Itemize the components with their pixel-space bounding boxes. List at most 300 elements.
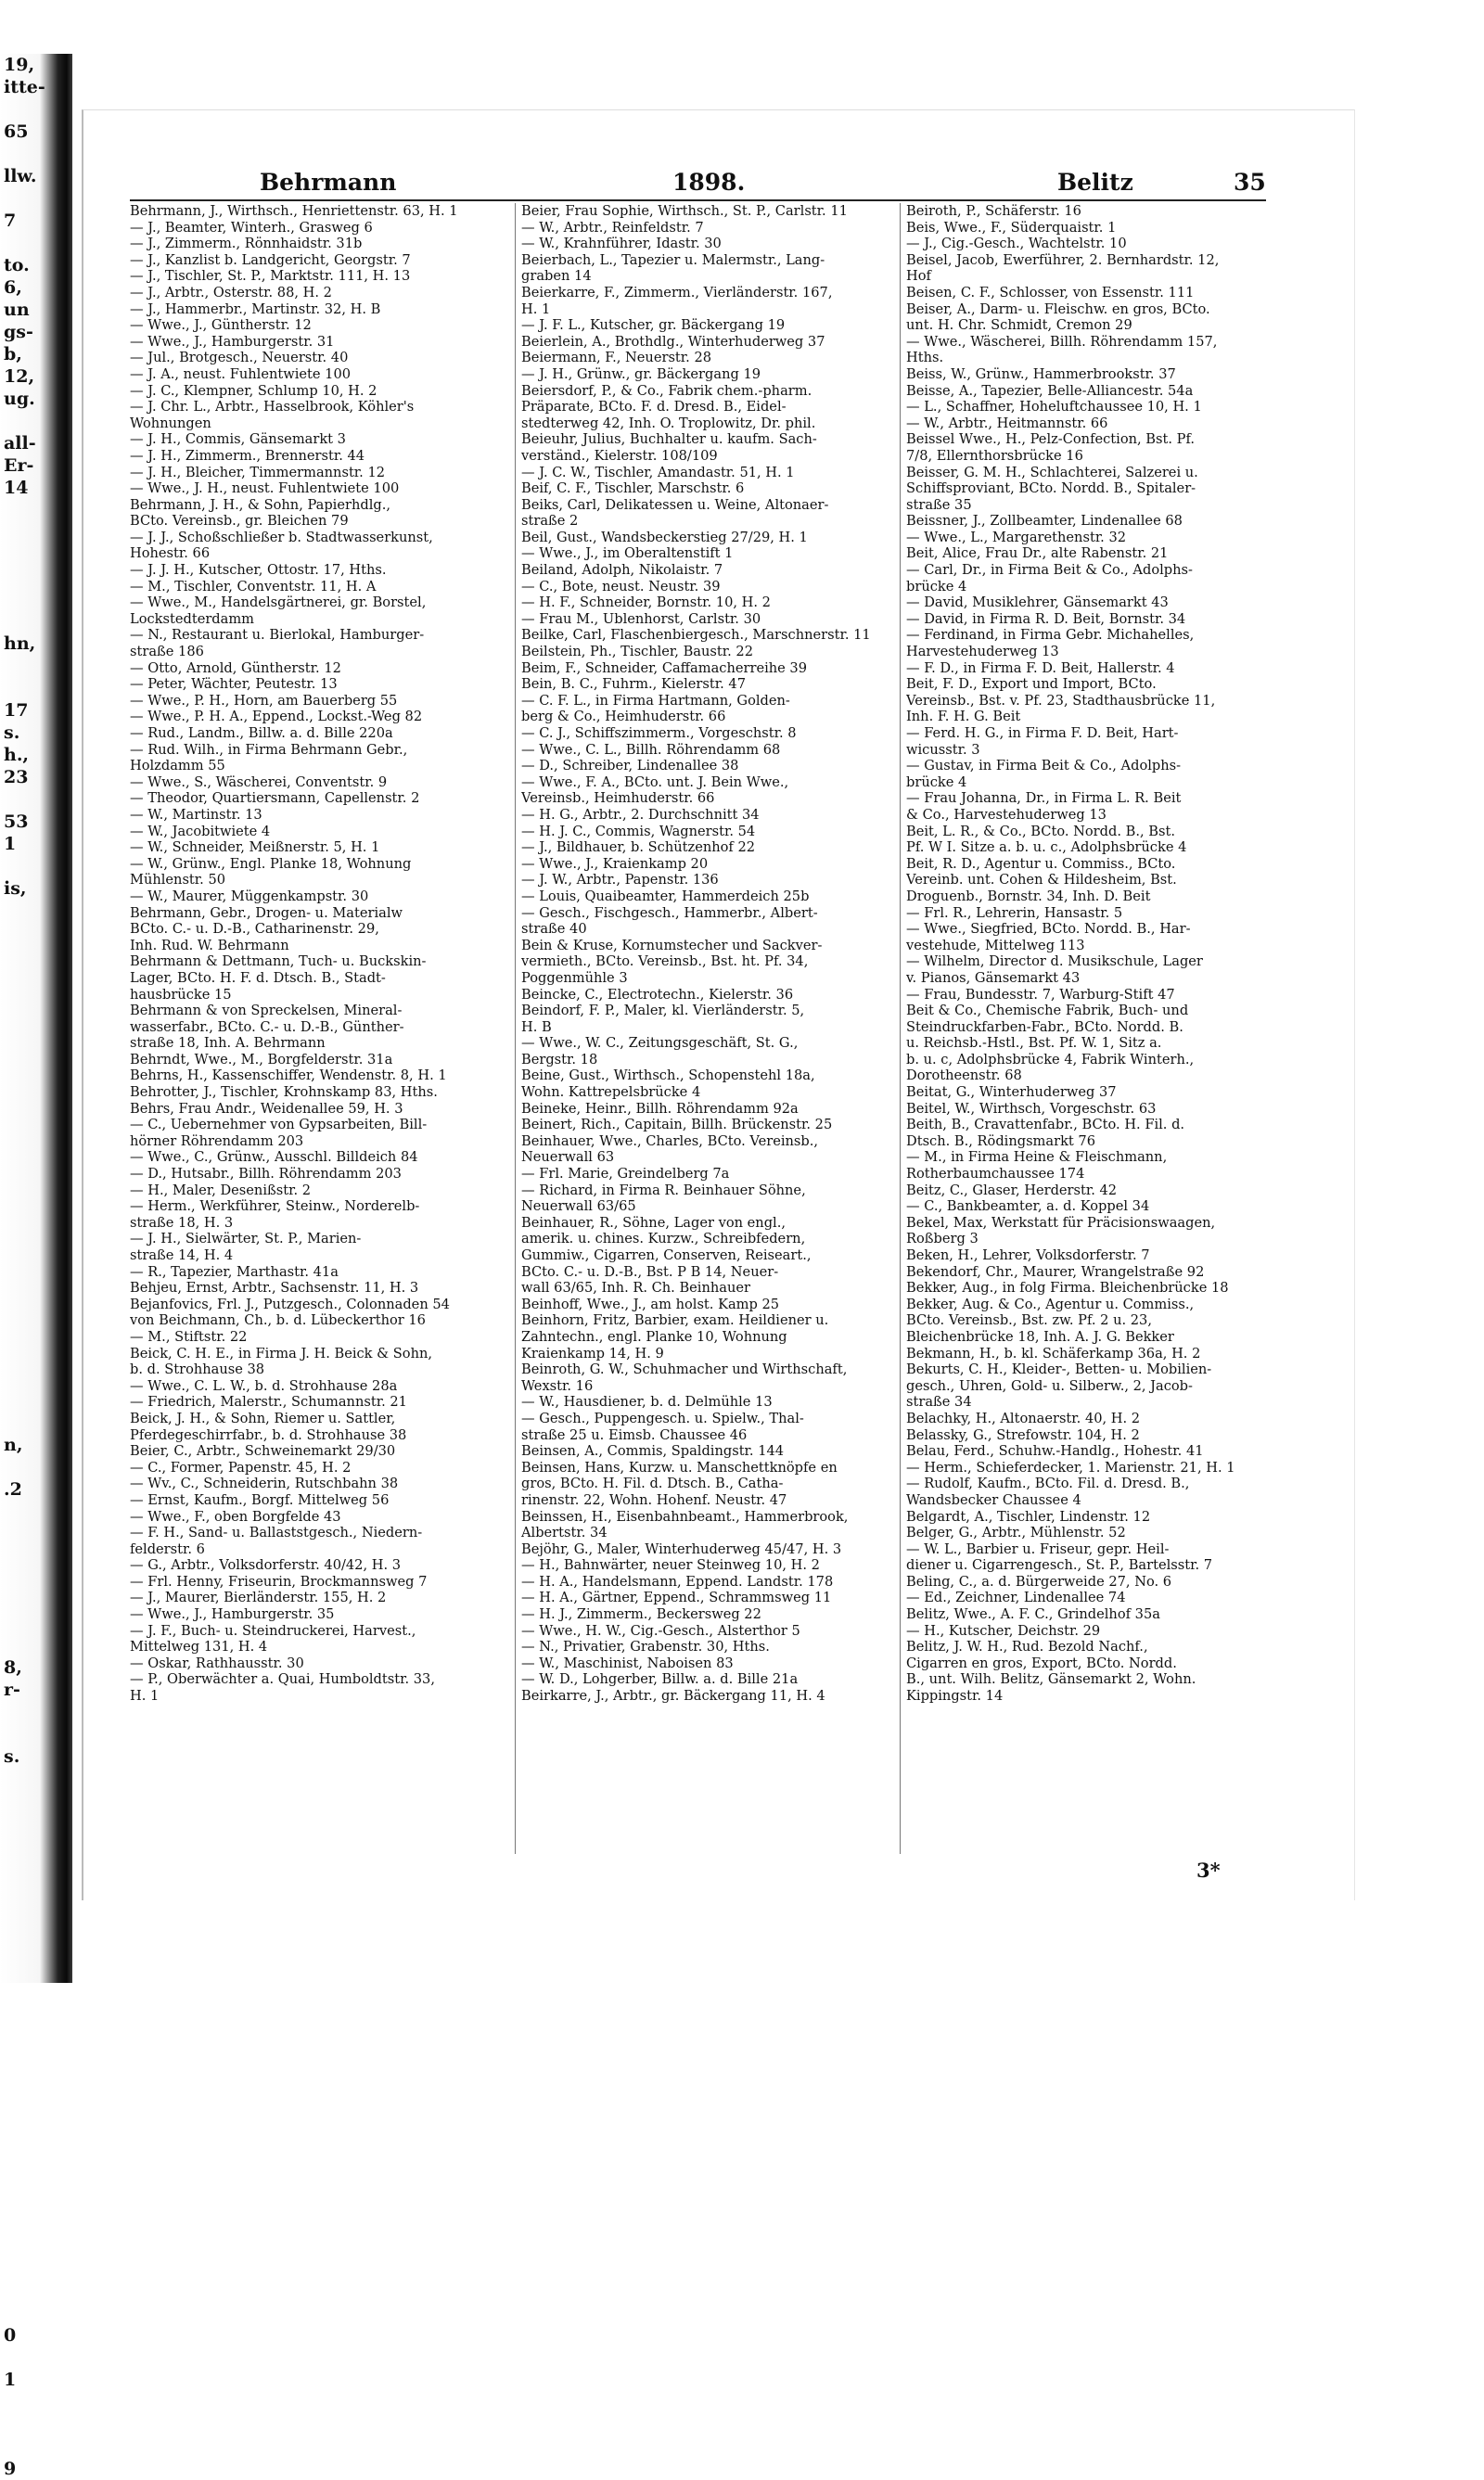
directory-entry-line: — J. H., Zimmerm., Brennerstr. 44 [130,447,365,464]
directory-entry-line: — W., Schneider, Meißnerstr. 5, H. 1 [130,839,380,856]
directory-entry-line: Behrotter, J., Tischler, Krohnskamp 83, Hths. [130,1084,438,1101]
spine-fragment [4,900,46,922]
directory-entry-line: — Rud., Landm., Billw. a. d. Bille 220a [130,725,393,741]
directory-entry-line: — Wwe., J., Hamburgerstr. 31 [130,333,335,350]
directory-entry-line: Beinsen, Hans, Kurzw. u. Manschettknöpfe en [521,1459,838,1476]
directory-entry-line: Beierlein, A., Brothdlg., Winterhuderweg 37 [521,333,825,350]
directory-entry-line: Beil, Gust., Wandsbeckerstieg 27/29, H. 1 [521,529,808,545]
directory-entry-line: Neuerwall 63/65 [521,1198,636,1215]
directory-entry-line: Pferdegeschirrfabr., b. d. Strohhause 38 [130,1426,407,1443]
directory-entry-line: Beissner, J., Zollbeamter, Lindenallee 68 [906,513,1183,530]
directory-entry-line: — Wwe., C. L. W., b. d. Strohhause 28a [130,1377,398,1394]
directory-entry-line: — W., Krahnführer, Idastr. 30 [521,236,722,252]
spine-fragment: 1 [4,834,17,854]
directory-entry-line: — J. H., Commis, Gänsemarkt 3 [130,431,346,448]
directory-entry-line: Beit, L. R., & Co., BCto. Nordd. B., Bst. [906,823,1175,839]
directory-entry-line: Belau, Ferd., Schuhw.-Handlg., Hohestr. 41 [906,1443,1204,1460]
directory-entry-line: Beit, F. D., Export und Import, BCto. [906,676,1157,693]
directory-entry-line: Beisser, G. M. H., Schlachterei, Salzerei u. [906,464,1198,480]
directory-entry-line: Beine, Gust., Wirthsch., Schopenstehl 18a, [521,1067,815,1084]
directory-entry-line: — Otto, Arnold, Güntherstr. 12 [130,659,341,676]
header-left-catchword: Behrmann [260,169,397,196]
spine-fragment: 6, [4,277,22,298]
directory-entry-line: Präparate, BCto. F. d. Dresd. B., Eidel- [521,399,787,415]
directory-entry-line: Beiser, A., Darm- u. Fleischw. en gros, BCto. [906,300,1210,317]
directory-entry-line: Beis, Wwe., F., Süderquaistr. 1 [906,219,1117,236]
directory-entry-line: Behrmann & von Spreckelsen, Mineral- [130,1003,403,1019]
directory-entry-line: — H., Maler, Desenißstr. 2 [130,1182,312,1198]
directory-entry-line: — D., Schreiber, Lindenallee 38 [521,758,739,774]
directory-entry-line: Neuerwall 63 [521,1149,615,1166]
directory-entry-line: Bergstr. 18 [521,1051,598,1067]
spine-fragment [4,232,46,254]
directory-entry-line: vestehude, Mittelweg 113 [906,937,1085,953]
spine-fragment: 65 [4,121,29,142]
directory-entry-line: B., unt. Wilh. Belitz, Gänsemarkt 2, Wohn. [906,1671,1196,1688]
directory-entry-line: Lager, BCto. H. F. d. Dtsch. B., Stadt- [130,969,386,986]
directory-entry-line: — J., Cig.-Gesch., Wachtelstr. 10 [906,236,1127,252]
directory-entry-line: — Wwe., F. A., BCto. unt. J. Bein Wwe., [521,773,789,790]
directory-column-1 [130,203,501,1854]
spine-fragment [4,1456,46,1478]
directory-entry-line: — Wwe., C., Grünw., Ausschl. Billdeich 84 [130,1149,418,1166]
directory-entry-line: Behrs, Frau Andr., Weidenallee 59, H. 3 [130,1100,403,1117]
directory-entry-line: — H., Bahnwärter, neuer Steinweg 10, H. 2 [521,1557,820,1574]
directory-entry-line: BCto. Vereinsb., gr. Bleichen 79 [130,513,349,530]
directory-entry-line: — J. A., neust. Fuhlentwiete 100 [130,365,352,382]
spine-fragment [4,1723,46,1745]
spine-fragment: 1 [4,2370,17,2390]
spine-fragment [4,2435,46,2458]
directory-entry-line: — M., Tischler, Conventstr. 11, H. A [130,578,377,594]
directory-entry-line: — W., Arbtr., Reinfeldstr. 7 [521,219,704,236]
directory-entry-line: hausbrücke 15 [130,986,232,1003]
directory-entry-line: — Richard, in Firma R. Beinhauer Söhne, [521,1182,806,1198]
directory-entry-line: — Herm., Schieferdecker, 1. Marienstr. 21, H. 1 [906,1459,1235,1476]
directory-entry-line: — Frl. Henny, Friseurin, Brockmannsweg 7 [130,1573,428,1590]
spine-fragment [4,143,46,165]
directory-entry-line: — Jul., Brotgesch., Neuerstr. 40 [130,350,349,366]
directory-entry-line: — Herm., Werkführer, Steinw., Norderelb- [130,1198,420,1215]
spine-fragment [4,566,46,588]
directory-entry-line: — J., Tischler, St. P., Marktstr. 111, H. 13 [130,268,411,285]
spine-fragment [4,610,46,633]
directory-entry-line: Beiland, Adolph, Nikolaistr. 7 [521,562,723,579]
directory-entry-line: — Oskar, Rathhausstr. 30 [130,1655,304,1671]
directory-entry-line: Beincke, C., Electrotechn., Kielerstr. 36 [521,986,794,1003]
directory-entry-line: — Wwe., P. H., Horn, am Bauerberg 55 [130,692,398,709]
spine-fragment [4,1144,46,1167]
directory-entry-line: Bekker, Aug., in folg Firma. Bleichenbrücke 18 [906,1280,1229,1297]
directory-entry-line: Beit, R. D., Agentur u. Commiss., BCto. [906,855,1176,872]
directory-entry-line: gros, BCto. H. Fil. d. Dtsch. B., Catha- [521,1476,784,1492]
spine-fragment [4,1812,46,1834]
spine-fragment [4,1545,46,1567]
spine-fragment [4,1122,46,1144]
spine-fragment [4,1367,46,1389]
directory-entry-line: — David, in Firma R. D. Beit, Bornstr. 34 [906,610,1186,627]
directory-entry-line: — H. A., Handelsmann, Eppend. Landstr. 178 [521,1573,834,1590]
directory-entry-line: Bein & Kruse, Kornumstecher und Sackver- [521,937,823,953]
directory-entry-line: Steindruckfarben-Fabr., BCto. Nordd. B. [906,1018,1183,1035]
directory-entry-line: — Wilhelm, Director d. Musikschule, Lager [906,953,1203,970]
directory-entry-line: Belassky, G., Strefowstr. 104, H. 2 [906,1426,1140,1443]
spine-fragment: un [4,300,30,320]
spine-fragment [4,2346,46,2369]
directory-entry-line: verständ., Kielerstr. 108/109 [521,447,718,464]
spine-fragment [4,1323,46,1345]
spine-fragment: 23 [4,767,29,787]
directory-entry-line: — J. H., Bleicher, Timmermannstr. 12 [130,464,386,480]
spine-fragment [4,2213,46,2235]
directory-entry-line: Belitz, J. W. H., Rud. Bezold Nachf., [906,1639,1148,1655]
directory-entry-line: b. u. c, Adolphsbrücke 4, Fabrik Winterh., [906,1051,1195,1067]
directory-entry-line: — F. H., Sand- u. Ballaststgesch., Niedern- [130,1525,423,1541]
spine-fragment [4,1167,46,1189]
directory-entry-line: felderstr. 6 [130,1540,205,1557]
spine-fragment [4,1055,46,1078]
spine-fragment: all- [4,433,36,454]
directory-entry-line: Inh. F. H. G. Beit [906,709,1021,725]
spine-fragment [4,2013,46,2035]
spine-fragment [4,1078,46,1100]
directory-entry-line: — Frl. R., Lehrerin, Hansastr. 5 [906,904,1123,921]
directory-entry-line: — Wwe., J., Güntherstr. 12 [130,317,312,334]
directory-entry-line: straße 18, Inh. A. Behrmann [130,1035,326,1052]
directory-entry-line: — P., Oberwächter a. Quai, Humboldtstr. 33, [130,1671,435,1688]
directory-entry-line: — J., Kanzlist b. Landgericht, Georgstr. 7 [130,251,411,268]
directory-entry-line: Rotherbaumchaussee 174 [906,1166,1085,1182]
directory-entry-line: Beisel, Jacob, Ewerführer, 2. Bernhardstr. 12, [906,251,1220,268]
spine-fragment [4,1590,46,1612]
directory-entry-line: Belitz, Wwe., A. F. C., Grindelhof 35a [906,1606,1160,1623]
directory-entry-line: — Peter, Wächter, Peutestr. 13 [130,676,338,693]
spine-fragment [4,2035,46,2057]
directory-entry-line: straße 40 [521,921,587,938]
directory-entry-line: Wohnungen [130,415,211,431]
directory-entry-line: Beken, H., Lehrer, Volksdorferstr. 7 [906,1247,1150,1263]
directory-entry-line: — J. J., Schoßschließer b. Stadtwasserkunst, [130,529,433,545]
spine-fragment [4,1790,46,1812]
directory-entry-line: — J., Bildhauer, b. Schützenhof 22 [521,839,756,856]
directory-entry-line: Beick, J. H., & Sohn, Riemer u. Sattler, [130,1410,396,1426]
directory-entry-line: BCto. Vereinsb., Bst. zw. Pf. 2 u. 23, [906,1312,1152,1329]
directory-entry-line: Beisse, A., Tapezier, Belle-Alliancestr. 54a [906,382,1194,399]
directory-entry-line: Beling, C., a. d. Bürgerweide 27, No. 6 [906,1573,1172,1590]
directory-entry-line: — Ferd. H. G., in Firma F. D. Beit, Hart- [906,725,1179,741]
directory-entry-line: — Wwe., W. C., Zeitungsgeschäft, St. G., [521,1035,799,1052]
directory-entry-line: — C., Bote, neust. Neustr. 39 [521,578,721,594]
spine-fragment [4,2124,46,2146]
directory-entry-line: Beit & Co., Chemische Fabrik, Buch- und [906,1003,1189,1019]
spine-fragment [4,2391,46,2413]
spine-fragment [4,788,46,811]
spine-fragment: .2 [4,1479,22,1500]
directory-entry-line: — Rud. Wilh., in Firma Behrmann Gebr., [130,741,408,758]
directory-entry-line: — H. A., Gärtner, Eppend., Schrammsweg 11 [521,1590,832,1606]
directory-entry-line: graben 14 [521,268,592,285]
directory-entry-line: straße 35 [906,496,972,513]
spine-fragment: r- [4,1680,20,1700]
directory-entry-line: Hohestr. 66 [130,545,211,562]
directory-entry-line: Bekmann, H., b. kl. Schäferkamp 36a, H. 2 [906,1345,1201,1361]
directory-entry-line: — Wwe., H. W., Cig.-Gesch., Alsterthor 5 [521,1622,800,1639]
directory-entry-line: amerik. u. chines. Kurzw., Schreibfedern, [521,1231,806,1247]
spine-fragment [4,1011,46,1033]
directory-entry-line: Beick, C. H. E., in Firma J. H. Beick & Sohn, [130,1345,433,1361]
directory-entry-line: Beinert, Rich., Capitain, Billh. Brückenstr. 25 [521,1117,833,1133]
spine-fragment: 7 [4,211,17,231]
directory-entry-line: — W., Martinstr. 13 [130,806,262,823]
directory-entry-line: Beissel Wwe., H., Pelz-Confection, Bst. Pf. [906,431,1195,448]
directory-entry-line: Zahntechn., engl. Planke 10, Wohnung [521,1328,787,1345]
spine-fragment: hn, [4,633,36,654]
directory-entry-line: — Wwe., S., Wäscherei, Conventstr. 9 [130,773,388,790]
spine-fragment [4,1234,46,1256]
spine-fragment [4,2146,46,2168]
directory-entry-line: H. 1 [521,300,551,317]
spine-fragment: 9 [4,2459,17,2479]
spine-fragment: 19, [4,55,35,75]
directory-entry-line: — Frau, Bundesstr. 7, Warburg-Stift 47 [906,986,1175,1003]
directory-entry-line: Droguenb., Bornstr. 34, Inh. D. Beit [906,888,1151,904]
directory-entry-line: Bein, B. C., Fuhrm., Kielerstr. 47 [521,676,746,693]
directory-entry-line: Vereinb. unt. Cohen & Hildesheim, Bst. [906,872,1177,888]
header-right-catchword: Belitz [1057,169,1133,196]
directory-entry-line: Behrmann, J. H., & Sohn, Papierhdlg., [130,496,390,513]
directory-entry-line: — C. J., Schiffszimmerm., Vorgeschstr. 8 [521,725,797,741]
directory-entry-line: Beiermann, F., Neuerstr. 28 [521,350,712,366]
directory-entry-line: Behrmann, J., Wirthsch., Henriettenstr. 63, H. 1 [130,203,458,219]
directory-columns [130,199,1266,1871]
directory-entry-line: — Wwe., J., im Oberaltenstift 1 [521,545,734,562]
directory-entry-line: — F. D., in Firma F. D. Beit, Hallerstr. 4 [906,659,1175,676]
spine-fragment [4,2302,46,2324]
directory-entry-line: Behrndt, Wwe., M., Borgfelderstr. 31a [130,1051,393,1067]
directory-entry-line: — J. C. W., Tischler, Amandastr. 51, H. 1 [521,464,795,480]
spine-fragment: 14 [4,478,29,498]
directory-entry-line: H. B [521,1018,552,1035]
directory-entry-line: — H. J., Zimmerm., Beckersweg 22 [521,1606,761,1623]
spine-fragment: llw. [4,166,37,186]
directory-entry-line: Kraienkamp 14, H. 9 [521,1345,664,1361]
directory-entry-line: BCto. C.- u. D.-B., Catharinenstr. 29, [130,921,379,938]
directory-entry-line: diener u. Cigarrengesch., St. P., Bartelsstr. 7 [906,1557,1213,1574]
spine-fragment [4,2235,46,2257]
directory-entry-line: Vereinsb., Heimhuderstr. 66 [521,790,715,807]
spine-fragment [4,855,46,877]
directory-entry-line: Belachky, H., Altonaerstr. 40, H. 2 [906,1410,1141,1426]
directory-entry-line: Beitat, G., Winterhuderweg 37 [906,1084,1117,1101]
directory-entry-line: — Ernst, Kaufm., Borgf. Mittelweg 56 [130,1491,390,1508]
directory-entry-line: wicusstr. 3 [906,741,980,758]
directory-entry-line: wasserfabr., BCto. C.- u. D.-B., Günther- [130,1018,404,1035]
directory-entry-line: Beilstein, Ph., Tischler, Baustr. 22 [521,644,753,660]
spine-fragment [4,2102,46,2124]
spine-fragment [4,1946,46,1968]
directory-entry-line: Beinssen, H., Eisenbahnbeamt., Hammerbrook, [521,1508,849,1525]
directory-entry-line: Albertstr. 34 [521,1525,608,1541]
directory-entry-line: — W. L., Barbier u. Friseur, gepr. Heil- [906,1540,1170,1557]
directory-entry-line: — Wwe., J., Kraienkamp 20 [521,855,709,872]
directory-entry-line: — H. F., Schneider, Bornstr. 10, H. 2 [521,594,771,611]
directory-entry-line: hörner Röhrendamm 203 [130,1132,304,1149]
spine-fragment [4,1033,46,1055]
directory-entry-line: v. Pianos, Gänsemarkt 43 [906,969,1081,986]
directory-entry-line: Wandsbecker Chaussee 4 [906,1491,1081,1508]
spine-fragment: 53 [4,812,29,832]
directory-entry-line: — Gesch., Fischgesch., Hammerbr., Albert- [521,904,818,921]
spine-fragment [4,2191,46,2213]
spine-fragment: Er- [4,455,34,476]
directory-entry-line: Wexstr. 16 [521,1377,594,1394]
directory-entry-line: — D., Hutsabr., Billh. Röhrendamm 203 [130,1166,402,1182]
spine-fragment [4,922,46,944]
directory-entry-line: Beit, Alice, Frau Dr., alte Rabenstr. 21 [906,545,1169,562]
spine-fragment [4,966,46,989]
spine-fragment: to. [4,255,30,275]
directory-entry-line: — J. F., Buch- u. Steindruckerei, Harvest., [130,1622,416,1639]
directory-column-3 [900,203,1272,1854]
spine-fragment: ug. [4,389,35,409]
directory-entry-line: — W., Grünw., Engl. Planke 18, Wohnung [130,855,412,872]
directory-entry-line: — Frau Johanna, Dr., in Firma L. R. Beit [906,790,1182,807]
page-header [130,163,1266,200]
directory-entry-line: Schiffsproviant, BCto. Nordd. B., Spitaler- [906,480,1196,497]
spine-fragment [4,2079,46,2102]
directory-entry-line: Bekendorf, Chr., Maurer, Wrangelstraße 92 [906,1263,1205,1280]
directory-entry-line: — Carl, Dr., in Firma Beit & Co., Adolphs- [906,562,1193,579]
directory-entry-line: — W., Maurer, Müggenkampstr. 30 [130,888,369,904]
directory-entry-line: — H., Kutscher, Deichstr. 29 [906,1622,1101,1639]
directory-entry-line: — C. F. L., in Firma Hartmann, Golden- [521,692,790,709]
spine-fragment [4,1189,46,1211]
directory-entry-line: — J. C., Klempner, Schlump 10, H. 2 [130,382,377,399]
directory-entry-line: — W., Arbtr., Heitmannstr. 66 [906,415,1108,431]
spine-fragment [4,543,46,566]
spine-fragment [4,187,46,210]
spine-fragment [4,2280,46,2302]
directory-entry-line: Beirkarre, J., Arbtr., gr. Bäckergang 11, H. 4 [521,1688,825,1705]
directory-entry-line: — J. H., Grünw., gr. Bäckergang 19 [521,365,761,382]
directory-entry-line: — N., Restaurant u. Bierlokal, Hamburger- [130,627,425,644]
directory-entry-line: Bekel, Max, Werkstatt für Präcisionswaagen, [906,1214,1216,1231]
directory-entry-line: — J. Chr. L., Arbtr., Hasselbrook, Köhler's [130,399,415,415]
directory-entry-line: Beiss, W., Grünw., Hammerbrookstr. 37 [906,365,1176,382]
spine-fragment [4,1501,46,1523]
directory-entry-line: — J. W., Arbtr., Papenstr. 136 [521,872,719,888]
directory-entry-line: Bleichenbrücke 18, Inh. A. J. G. Bekker [906,1328,1174,1345]
directory-entry-line: Inh. Rud. W. Behrmann [130,937,289,953]
directory-entry-line: Beier, C., Arbtr., Schweinemarkt 29/30 [130,1443,396,1460]
spine-fragment [4,1523,46,1545]
spine-fragment: s. [4,1746,20,1767]
directory-entry-line: — David, Musiklehrer, Gänsemarkt 43 [906,594,1169,611]
spine-fragment [4,98,46,121]
directory-entry-line: — Wv., C., Schneiderin, Rutschbahn 38 [130,1476,399,1492]
directory-entry-line: — J., Zimmerm., Rönnhaidstr. 31b [130,236,363,252]
directory-entry-line: Beiroth, P., Schäferstr. 16 [906,203,1081,219]
spine-fragment [4,1389,46,1412]
spine-fragment [4,655,46,677]
directory-entry-line: Pf. W I. Sitze a. b. u. c., Adolphsbrücke 4 [906,839,1187,856]
directory-entry-line: — H. J. C., Commis, Wagnerstr. 54 [521,823,756,839]
directory-entry-line: wall 63/65, Inh. R. Ch. Beinhauer [521,1280,750,1297]
spine-fragment [4,1300,46,1323]
spine-fragment [4,2168,46,2191]
directory-entry-line: — Wwe., L., Margarethenstr. 32 [906,529,1127,545]
directory-entry-line: — M., Stiftstr. 22 [130,1328,248,1345]
directory-entry-line: BCto. C.- u. D.-B., Bst. P B 14, Neuer- [521,1263,779,1280]
directory-entry-line: Kippingstr. 14 [906,1688,1004,1705]
directory-entry-line: Behrmann & Dettmann, Tuch- u. Buckskin- [130,953,427,970]
directory-entry-line: vermieth., BCto. Vereinsb., Bst. ht. Pf. 34, [521,953,809,970]
directory-entry-line: Behrns, H., Kassenschiffer, Wendenstr. 8, H. 1 [130,1067,447,1084]
directory-entry-line: straße 18, H. 3 [130,1214,234,1231]
directory-entry-line: b. d. Strohhause 38 [130,1361,265,1378]
directory-entry-line: Roßberg 3 [906,1231,979,1247]
directory-entry-line: straße 34 [906,1394,972,1411]
directory-entry-line: Beitz, C., Glaser, Herderstr. 42 [906,1182,1118,1198]
spine-fragment: b, [4,344,22,364]
spine-fragment [4,1211,46,1234]
directory-entry-line: — Theodor, Quartiersmann, Capellenstr. 2 [130,790,420,807]
directory-entry-line: Vereinsb., Bst. v. Pf. 23, Stadthausbrücke 11, [906,692,1216,709]
spine-fragment [4,521,46,543]
directory-entry-line: — J., Arbtr., Osterstr. 88, H. 2 [130,284,332,300]
directory-entry-line: rinenstr. 22, Wohn. Hohenf. Neustr. 47 [521,1491,787,1508]
directory-entry-line: — L., Schaffner, Hoheluftchaussee 10, H. 1 [906,399,1202,415]
spine-fragment [4,410,46,432]
directory-entry-line: Beierbach, L., Tapezier u. Malermstr., Lang- [521,251,825,268]
directory-entry-line: — J., Maurer, Bierländerstr. 155, H. 2 [130,1590,387,1606]
directory-entry-line: Dtsch. B., Rödingsmarkt 76 [906,1132,1095,1149]
spine-fragment [4,1278,46,1300]
directory-entry-line: — Wwe., J. H., neust. Fuhlentwiete 100 [130,480,400,497]
directory-entry-line: — Ed., Zeichner, Lindenallee 74 [906,1590,1126,1606]
directory-entry-line: — Frl. Marie, Greindelberg 7a [521,1166,730,1182]
directory-entry-line: — W., Maschinist, Naboisen 83 [521,1655,734,1671]
directory-entry-line: — J. J. H., Kutscher, Ottostr. 17, Hths. [130,562,387,579]
directory-entry-line: — H. G., Arbtr., 2. Durchschnitt 34 [521,806,760,823]
directory-entry-line: Hof [906,268,931,285]
directory-entry-line: Bekurts, C. H., Kleider-, Betten- u. Mobilien- [906,1361,1212,1378]
spine-fragment [4,1567,46,1590]
directory-entry-line: 7/8, Ellernthorsbrücke 16 [906,447,1083,464]
directory-entry-line: brücke 4 [906,773,967,790]
directory-entry-line: — Wwe., C. L., Billh. Röhrendamm 68 [521,741,781,758]
spine-fragment [4,1968,46,1990]
spine-fragment [4,1857,46,1879]
directory-entry-line: Cigarren en gros, Export, BCto. Nordd. [906,1655,1177,1671]
directory-entry-line: Mittelweg 131, H. 4 [130,1639,268,1655]
directory-entry-line: straße 25 u. Eimsb. Chaussee 46 [521,1426,748,1443]
spine-fragment: 0 [4,2325,17,2346]
directory-entry-line: — Wwe., F., oben Borgfelde 43 [130,1508,341,1525]
directory-entry-line: Bejöhr, G., Maler, Winterhuderweg 45/47, H. 3 [521,1540,842,1557]
directory-entry-line: Lockstedterdamm [130,610,255,627]
directory-entry-line: Beinroth, G. W., Schuhmacher und Wirthschaft, [521,1361,848,1378]
directory-entry-line: — Wwe., P. H. A., Eppend., Lockst.-Weg 82 [130,709,423,725]
directory-entry-line: — J. H., Sielwärter, St. P., Marien- [130,1231,362,1247]
spine-fragment [4,1256,46,1278]
directory-entry-line: Beindorf, F. P., Maler, kl. Vierländerstr. 5, [521,1003,805,1019]
directory-entry-line: — Gustav, in Firma Beit & Co., Adolphs- [906,758,1182,774]
directory-entry-line: — Louis, Quaibeamter, Hammerdeich 25b [521,888,810,904]
spine-fragment [4,499,46,521]
directory-entry-line: stedterweg 42, Inh. O. Troplowitz, Dr. phil. [521,415,816,431]
directory-entry-line: Beinsen, A., Commis, Spaldingstr. 144 [521,1443,785,1460]
